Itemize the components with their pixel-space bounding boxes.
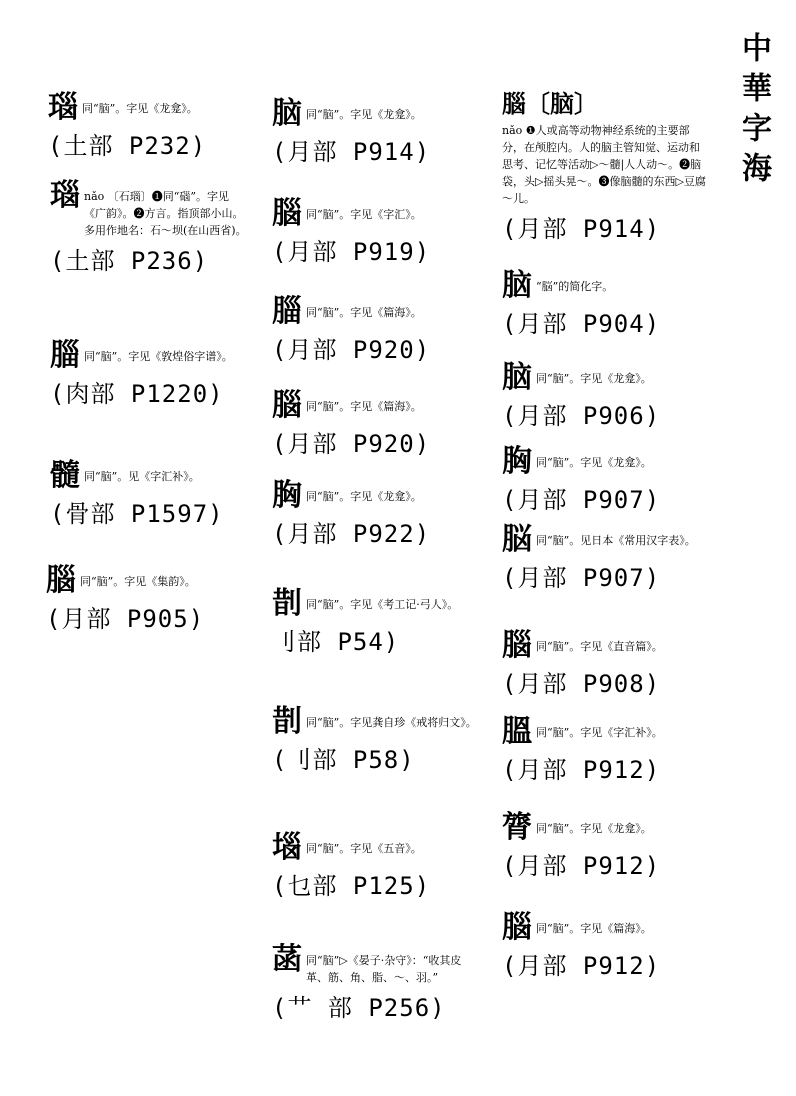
headword: 剒	[272, 704, 302, 739]
headword: 䐉	[272, 294, 302, 329]
handwritten-note: (月部 P908)	[502, 670, 661, 698]
headword: 脑	[502, 360, 532, 395]
entry	[502, 812, 707, 880]
headword: 胸	[502, 444, 532, 479]
headword: 腦	[46, 563, 76, 598]
handwritten-note: (土部 P232)	[48, 132, 207, 160]
headword: 脳	[502, 522, 532, 557]
definition: 同“脑”。字见《直音篇》。	[536, 640, 663, 653]
entry	[502, 362, 707, 430]
entry	[272, 832, 482, 900]
definition: 同“脑”。字见《龙龛》。	[306, 490, 422, 503]
headword: 脑	[272, 96, 302, 131]
headword: 腦	[272, 388, 302, 423]
entry	[502, 524, 707, 592]
handwritten-note: (月部 P912)	[502, 756, 661, 784]
entry	[272, 706, 482, 774]
entry	[272, 98, 482, 166]
entry	[272, 480, 482, 548]
entry	[502, 446, 707, 514]
headword: 膃	[502, 714, 532, 749]
handwritten-note: (月部 P920)	[272, 430, 431, 458]
definition: 同“脑”。字见《篇海》。	[306, 306, 422, 319]
headword: 瑙	[50, 178, 80, 213]
handwritten-note: (月部 P912)	[502, 952, 661, 980]
definition: 同“脑”。字见《龙龛》。	[536, 456, 652, 469]
definition: 同“脑”。字见《篇海》。	[536, 922, 652, 935]
headword: 剒	[272, 586, 302, 621]
entry	[502, 630, 707, 698]
handwritten-note: (月部 P919)	[272, 238, 431, 266]
definition: 同“脑”。字见龚自珍《戒将归文》。	[306, 716, 477, 729]
headword: 胸	[272, 478, 302, 513]
definition: 同“脑”。字见《集韵》。	[80, 575, 196, 588]
handwritten-note: (刂部 P58)	[272, 746, 415, 774]
definition: 同“脑”。字见《龙龛》。	[536, 372, 652, 385]
definition: 同“脑”。字见《篇海》。	[306, 400, 422, 413]
definition: 同“脑”。字见《字汇补》。	[536, 726, 663, 739]
entry	[50, 460, 250, 528]
definition: 同“脑”。字见《龙龛》。	[306, 108, 422, 121]
headword: 瑙	[48, 90, 78, 125]
handwritten-note: (月部 P907)	[502, 486, 661, 514]
entry	[502, 912, 707, 980]
entry	[48, 92, 248, 160]
definition: 同“脑”。见《字汇补》。	[84, 470, 200, 483]
definition: 同“脑”。字见《考工记·弓人》。	[306, 598, 459, 611]
entry	[272, 296, 482, 364]
handwritten-note: (月部 P912)	[502, 852, 661, 880]
handwritten-note: (乜部 P125)	[272, 872, 431, 900]
definition: 同“脑”。字见《敦煌俗字谱》。	[84, 350, 233, 363]
headword: 腦	[272, 196, 302, 231]
page-title: 中華字海	[736, 32, 771, 192]
handwritten-note: (月部 P914)	[272, 138, 431, 166]
handwritten-note: (月部 P920)	[272, 336, 431, 364]
headword: 膂	[502, 810, 532, 845]
definition: nǎo 〔石瑙〕❶同“碯”。字见《广韵》。❷方言。指顶部小山。多用作地名：石～坝(在山西省)。	[84, 190, 247, 237]
entry	[50, 340, 250, 408]
handwritten-note: (月部 P904)	[502, 310, 661, 338]
entry	[272, 944, 482, 1022]
definition: 同“脑”▷《晏子·杂守》：“收其皮革、筋、角、脂、～、羽。”	[306, 954, 462, 984]
headword: 脑	[502, 268, 532, 303]
entry	[272, 198, 482, 266]
definition: “脳”的简化字。	[536, 280, 614, 293]
handwritten-note: (月部 P914)	[502, 215, 661, 243]
entry	[502, 270, 707, 338]
entry	[272, 588, 482, 656]
handwritten-note: 刂部 P54)	[272, 628, 400, 656]
headword: 堖	[272, 830, 302, 865]
definition: 同“脑”。见日本《常用汉字表》。	[536, 534, 696, 547]
handwritten-note: (月部 P922)	[272, 520, 431, 548]
headword: 腦	[502, 910, 532, 945]
definition: 同“脑”。字见《龙龛》。	[82, 102, 198, 115]
entry	[46, 565, 251, 633]
entry	[272, 390, 482, 458]
definition: nǎo ❶人或高等动物神经系统的主要部分，在颅腔内。人的脑主管知觉、运动和思考、记忆等活动▷～髓|人人动～。❷脑袋，头▷摇头晃～。❸像脑髓的东西▷豆腐～儿。	[502, 124, 706, 205]
definition: 同“脑”。字见《龙龛》。	[536, 822, 652, 835]
handwritten-note: (月部 P906)	[502, 402, 661, 430]
handwritten-note: (月部 P907)	[502, 564, 661, 592]
headword: 菡	[272, 942, 302, 977]
handwritten-note: (肉部 P1220)	[50, 380, 224, 408]
definition: 同“脑”。字见《五音》。	[306, 842, 422, 855]
handwritten-note: (土部 P236)	[50, 247, 209, 275]
entry	[502, 88, 707, 243]
headword: 腦	[502, 628, 532, 663]
headword: 髓	[50, 458, 80, 493]
handwritten-note: (月部 P905)	[46, 605, 205, 633]
entry	[50, 180, 250, 275]
definition: 同“脑”。字见《字汇》。	[306, 208, 422, 221]
headword: 腦〔脑〕	[502, 89, 598, 118]
handwritten-note: (艹 部 P256)	[272, 994, 446, 1022]
handwritten-note: (骨部 P1597)	[50, 500, 224, 528]
entry	[502, 716, 707, 784]
headword: 䐉	[50, 338, 80, 373]
